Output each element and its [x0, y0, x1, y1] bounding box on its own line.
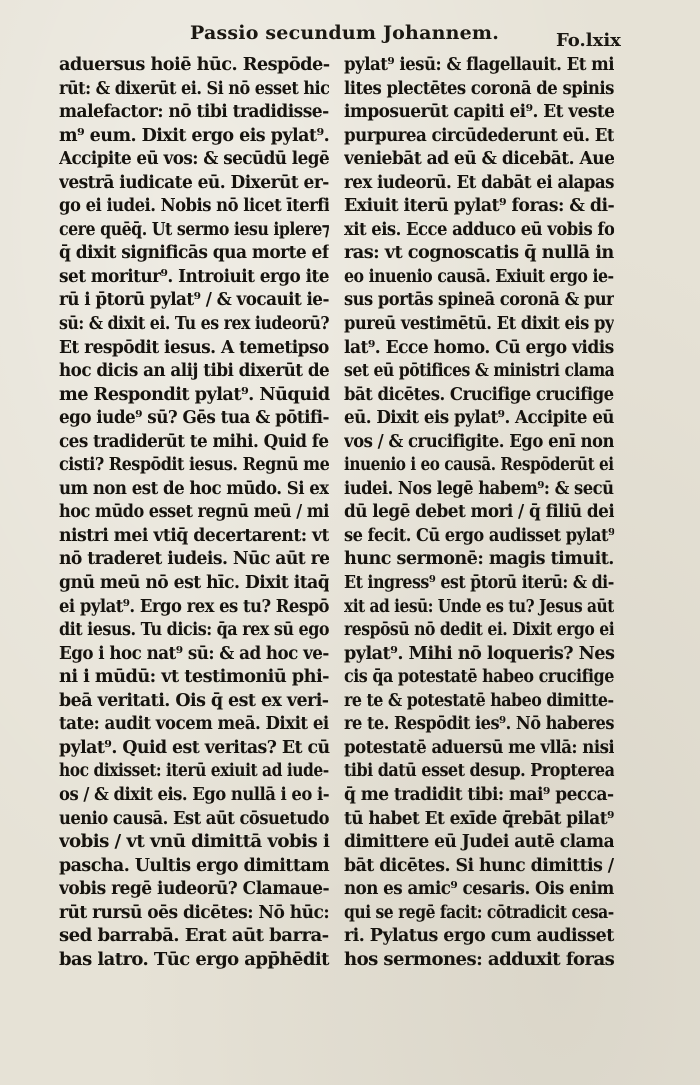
- text-line: Ego i hoc nat⁹ sū: & ad hoc ve-: [59, 643, 329, 664]
- text-line: vestrā iudicate eū. Dixerūt er-: [59, 172, 329, 193]
- text-line: se fecit. Cū ergo audisset pylat⁹: [344, 525, 615, 546]
- text-line: Accipite eū vos: & secūdū legē: [59, 149, 329, 170]
- text-line: tibi datū esset desup. Propterea: [344, 761, 615, 782]
- text-line: sū: & dixit ei. Tu es rex iudeorū?: [59, 314, 329, 335]
- text-line: ego iude⁹ sū? Gēs tua & pōtifi-: [59, 408, 329, 429]
- text-line: hoc dixisset: iterū exiuit ad iude-: [59, 761, 329, 782]
- text-line: bas latro. Tūc ergo app̄hēdit: [59, 949, 329, 970]
- text-line: me Respondit pylat⁹. Nūquid: [59, 384, 330, 405]
- text-line: vos / & crucifigite. Ego enī non: [344, 431, 614, 452]
- text-line: bāt dicētes. Crucifige crucifige: [344, 384, 614, 405]
- running-title: Passio secundum Johannem.: [190, 22, 500, 44]
- text-line: ri. Pylatus ergo cum audisset: [344, 926, 614, 947]
- text-line: rū i p̄torū pylat⁹ / & vocauit ie-: [59, 290, 329, 311]
- text-line: veniebāt ad eū & dicebāt. Aue: [344, 149, 614, 170]
- text-line: nō traderet iudeis. Nūc aūt re: [59, 549, 330, 570]
- text-line: eo inuenio causā. Exiuit ergo ie-: [344, 266, 614, 287]
- text-line: q̄ me tradidit tibi: mai⁹ pecca-: [344, 784, 614, 805]
- text-line: nistri mei vtiq̄ decertarent: vt: [59, 525, 329, 546]
- text-line: Exiuit iterū pylat⁹ foras: & di-: [344, 196, 615, 217]
- text-line: xit eis. Ecce adduco eū vobis fo: [344, 219, 615, 240]
- text-line: Et ingress⁹ est p̄torū iterū: & di-: [344, 573, 614, 594]
- text-line: malefactor: nō tibi tradidisse-: [59, 102, 329, 123]
- text-line: m⁹ eum. Dixit ergo eis pylat⁹.: [59, 125, 330, 146]
- text-line: hunc sermonē: magis timuit.: [344, 549, 614, 570]
- text-line: eū. Dixit eis pylat⁹. Accipite eū: [344, 408, 614, 429]
- text-line: aduersus hoiē hūc. Respōde-: [59, 55, 330, 75]
- text-line: sus portās spineā coronā & pur: [344, 290, 614, 311]
- text-line: vobis / vt vnū dimittā vobis i: [59, 832, 330, 853]
- text-line: pascha. Uultis ergo dimittam: [59, 855, 330, 876]
- text-line: Et respōdit iesus. A temetipso: [59, 337, 329, 358]
- text-line: pylat⁹. Quid est veritas? Et cū: [59, 737, 330, 758]
- text-line: ces tradiderūt te mihi. Quid fe: [59, 431, 329, 452]
- text-line: cere quēq̄. Ut sermo iesu iplere⁊: [59, 219, 329, 240]
- text-line: ni i mūdū: vt testimoniū phi-: [59, 667, 329, 688]
- text-line: ras: vt cognoscatis q̄ nullā in: [344, 243, 614, 264]
- text-line: hoc mūdo esset regnū meū / mi: [59, 502, 329, 523]
- text-line: re te & potestatē habeo dimitte-: [344, 690, 614, 711]
- text-line: uenio causā. Est aūt cōsuetudo: [59, 808, 329, 829]
- text-line: gnū meū nō est hīc. Dixit itaq̄: [59, 573, 329, 594]
- text-line: sed barrabā. Erat aūt barra-: [59, 926, 329, 947]
- folio-number: Fo.lxix: [556, 30, 621, 51]
- text-column-right: [344, 54, 614, 972]
- text-line: hoc dicis an alij tibi dixerūt de: [59, 361, 329, 382]
- text-line: q̄ dixit significās qua morte ef: [59, 243, 329, 264]
- text-column-left: [59, 54, 329, 972]
- text-line: xit ad iesū: Unde es tu? Jesus aūt: [344, 596, 614, 617]
- text-line: lat⁹. Ecce homo. Cū ergo vidis: [344, 337, 614, 358]
- text-line: non es amic⁹ cesaris. Ois enim: [344, 879, 614, 900]
- text-line: iudei. Nos legē habem⁹: & secū: [344, 478, 614, 499]
- text-line: pylat⁹ iesū: & flagellauit. Et mi: [344, 55, 614, 75]
- text-line: set eū pōtifices & ministri clama: [344, 361, 614, 382]
- text-line: pylat⁹. Mihi nō loqueris? Nes: [344, 643, 615, 664]
- text-line: dū legē debet mori / q̄ filiū dei: [344, 502, 615, 523]
- text-line: um non est de hoc mūdo. Si ex: [59, 478, 329, 499]
- text-line: go ei iudei. Nobis nō licet īterfi: [59, 196, 330, 217]
- text-line: qui se regē facit: cōtradicit cesa-: [344, 902, 614, 923]
- text-line: tū habet Et exīde q̄rebāt pilat⁹: [344, 808, 614, 829]
- text-line: inuenio i eo causā. Respōderūt ei: [344, 455, 614, 476]
- text-line: respōsū nō dedit ei. Dixit ergo ei: [344, 620, 614, 641]
- text-line: cisti? Respōdit iesus. Regnū me: [59, 455, 330, 476]
- text-line: dimittere eū Judei autē clama: [344, 832, 614, 853]
- text-line: rex iudeorū. Et dabāt ei alapas: [344, 172, 614, 193]
- text-line: vobis regē iudeorū? Clamaue-: [59, 879, 329, 900]
- text-line: pureū vestimētū. Et dixit eis py: [344, 314, 614, 335]
- text-line: potestatē aduersū me vllā: nisi: [344, 737, 615, 758]
- text-line: imposuerūt capiti ei⁹. Et veste: [344, 102, 615, 123]
- text-line: re te. Respōdit ies⁹. Nō haberes: [344, 714, 614, 735]
- text-line: rūt rursū oēs dicētes: Nō hūc:: [59, 902, 329, 923]
- text-line: os / & dixit eis. Ego nullā i eo i-: [59, 784, 330, 805]
- text-line: bāt dicētes. Si hunc dimittis /: [344, 855, 614, 876]
- text-line: ei pylat⁹. Ergo rex es tu? Respō: [59, 596, 329, 617]
- text-line: set moritur⁹. Introiuit ergo ite: [59, 266, 329, 287]
- text-line: rūt: & dixerūt ei. Si nō esset hic: [59, 78, 329, 99]
- text-line: tate: audit vocem meā. Dixit ei: [59, 714, 329, 735]
- text-line: hos sermones: adduxit foras: [344, 949, 615, 970]
- text-line: beā veritati. Ois q̄ est ex veri-: [59, 690, 329, 711]
- text-line: cis q̄a potestatē habeo crucifige: [344, 667, 614, 688]
- text-line: lites plectētes coronā de spinis: [344, 78, 614, 99]
- text-line: purpurea circūdederunt eū. Et: [344, 125, 614, 146]
- text-line: dit iesus. Tu dicis: q̄a rex sū ego: [59, 620, 330, 641]
